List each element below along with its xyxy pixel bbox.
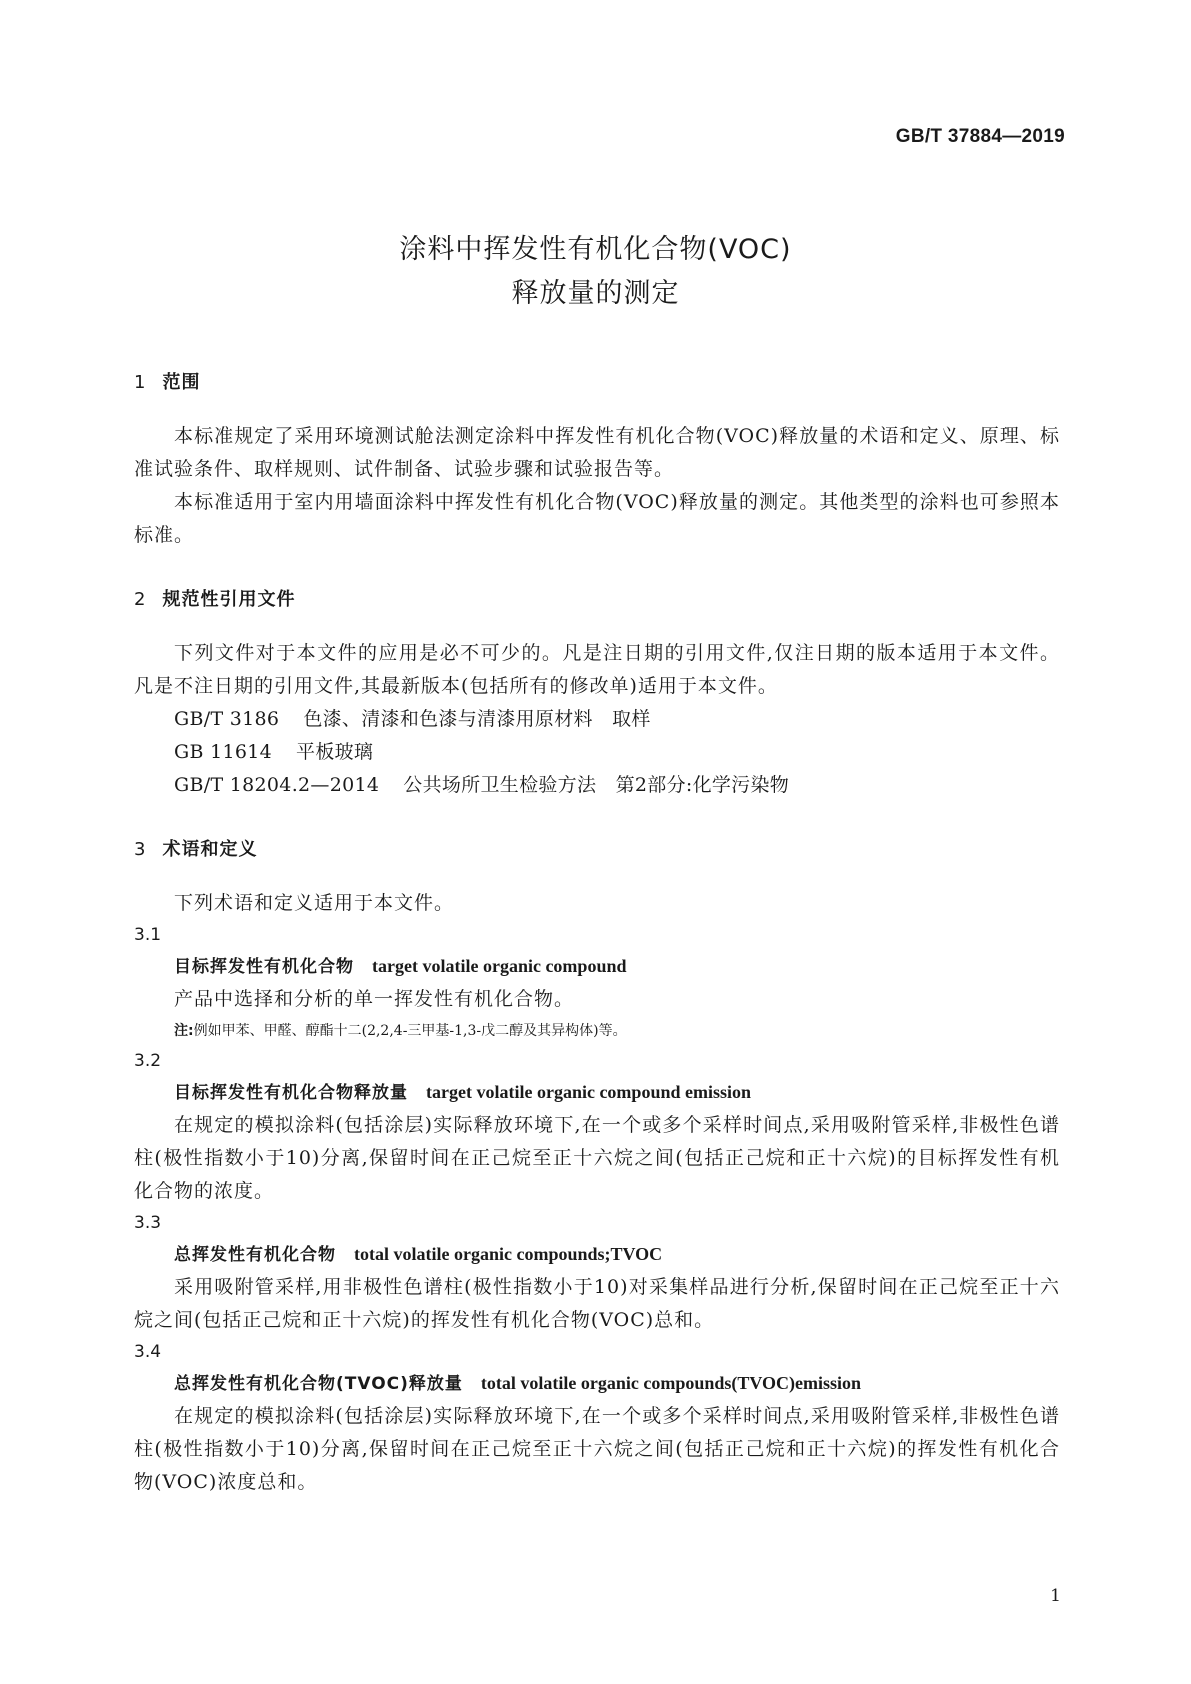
term-heading [134, 1238, 1060, 1271]
document-title [0, 228, 1191, 316]
term-definition: 产品中选择和分析的单一挥发性有机化合物。 [174, 988, 575, 1010]
reference-code: GB/T 18204.2—2014 [174, 774, 380, 796]
note-text: 例如甲苯、甲醛、醇酯十二(2,2,4-三甲基-1,3-戊二醇及其异构体)等。 [193, 1023, 627, 1039]
reference-item [134, 769, 1060, 802]
term-definition: 采用吸附管采样,用非极性色谱柱(极性指数小于10)对采集样品进行分析,保留时间在正己烷至正十六烷之间(包括正己烷和正十六烷)的挥发性有机化合物(VOC)总和。 [134, 1276, 1060, 1331]
reference-name: 色漆、清漆和色漆与清漆用原材料 取样 [303, 708, 651, 730]
reference-code: GB 11614 [174, 741, 273, 763]
term-zh: 目标挥发性有机化合物 [174, 957, 354, 977]
reference-item [134, 736, 1060, 769]
section-2-heading [134, 585, 1060, 615]
section-number: 2 [134, 589, 147, 610]
paragraph: 本标准规定了采用环境测试舱法测定涂料中挥发性有机化合物(VOC)释放量的术语和定义、原理、标准试验条件、取样规则、试件制备、试验步骤和试验报告等。 [134, 425, 1060, 480]
term-number: 3.4 [134, 1342, 162, 1362]
reference-name: 公共场所卫生检验方法 第2部分:化学污染物 [403, 774, 790, 796]
paragraph: 本标准适用于室内用墙面涂料中挥发性有机化合物(VOC)释放量的测定。其他类型的涂料也可参照本标准。 [134, 491, 1060, 546]
term-heading [134, 1367, 1060, 1400]
section-number: 3 [134, 839, 147, 860]
paragraph: 下列术语和定义适用于本文件。 [174, 892, 455, 914]
standard-code: GB/T 37884—2019 [895, 126, 1065, 147]
term-en: total volatile organic compounds(TVOC)emission [480, 1373, 862, 1393]
section-1-heading [134, 368, 1060, 398]
section-number: 1 [134, 372, 147, 393]
term-number: 3.3 [134, 1213, 162, 1233]
term-zh: 总挥发性有机化合物(TVOC)释放量 [174, 1374, 463, 1394]
section-title: 术语和定义 [162, 839, 258, 860]
reference-name: 平板玻璃 [296, 741, 374, 763]
term-en: total volatile organic compounds;TVOC [354, 1244, 663, 1264]
title-line-1: 涂料中挥发性有机化合物(VOC) [399, 234, 792, 265]
term-zh: 目标挥发性有机化合物释放量 [174, 1083, 408, 1103]
term-heading [134, 1076, 1060, 1109]
reference-item [134, 703, 1060, 736]
term-heading [134, 950, 1060, 983]
document-body [134, 368, 1060, 1499]
section-title: 范围 [162, 372, 201, 393]
term-note [134, 1016, 1060, 1046]
term-number: 3.1 [134, 925, 162, 945]
term-definition: 在规定的模拟涂料(包括涂层)实际释放环境下,在一个或多个采样时间点,采用吸附管采样,非极性色谱柱(极性指数小于10)分离,保留时间在正己烷至正十六烷之间(包括正己烷和正十六烷)的挥发性有机化合物(VOC)浓度总和。 [134, 1405, 1060, 1493]
section-1-body [134, 420, 1060, 552]
term-definition: 在规定的模拟涂料(包括涂层)实际释放环境下,在一个或多个采样时间点,采用吸附管采样,非极性色谱柱(极性指数小于10)分离,保留时间在正己烷至正十六烷之间(包括正己烷和正十六烷)的目标挥发性有机化合物的浓度。 [134, 1114, 1060, 1202]
note-label: 注: [174, 1023, 194, 1039]
section-3-body [134, 887, 1060, 1499]
term-number: 3.2 [134, 1051, 162, 1071]
reference-code: GB/T 3186 [174, 708, 280, 730]
section-2-body [134, 637, 1060, 802]
term-en: target volatile organic compound [372, 956, 627, 976]
title-line-2: 释放量的测定 [511, 278, 680, 309]
term-en: target volatile organic compound emission [426, 1082, 751, 1102]
paragraph: 下列文件对于本文件的应用是必不可少的。凡是注日期的引用文件,仅注日期的版本适用于本文件。凡是不注日期的引用文件,其最新版本(包括所有的修改单)适用于本文件。 [134, 642, 1060, 697]
section-title: 规范性引用文件 [162, 589, 296, 610]
term-zh: 总挥发性有机化合物 [174, 1245, 336, 1265]
page-number: 1 [1050, 1586, 1061, 1606]
section-3-heading [134, 835, 1060, 865]
